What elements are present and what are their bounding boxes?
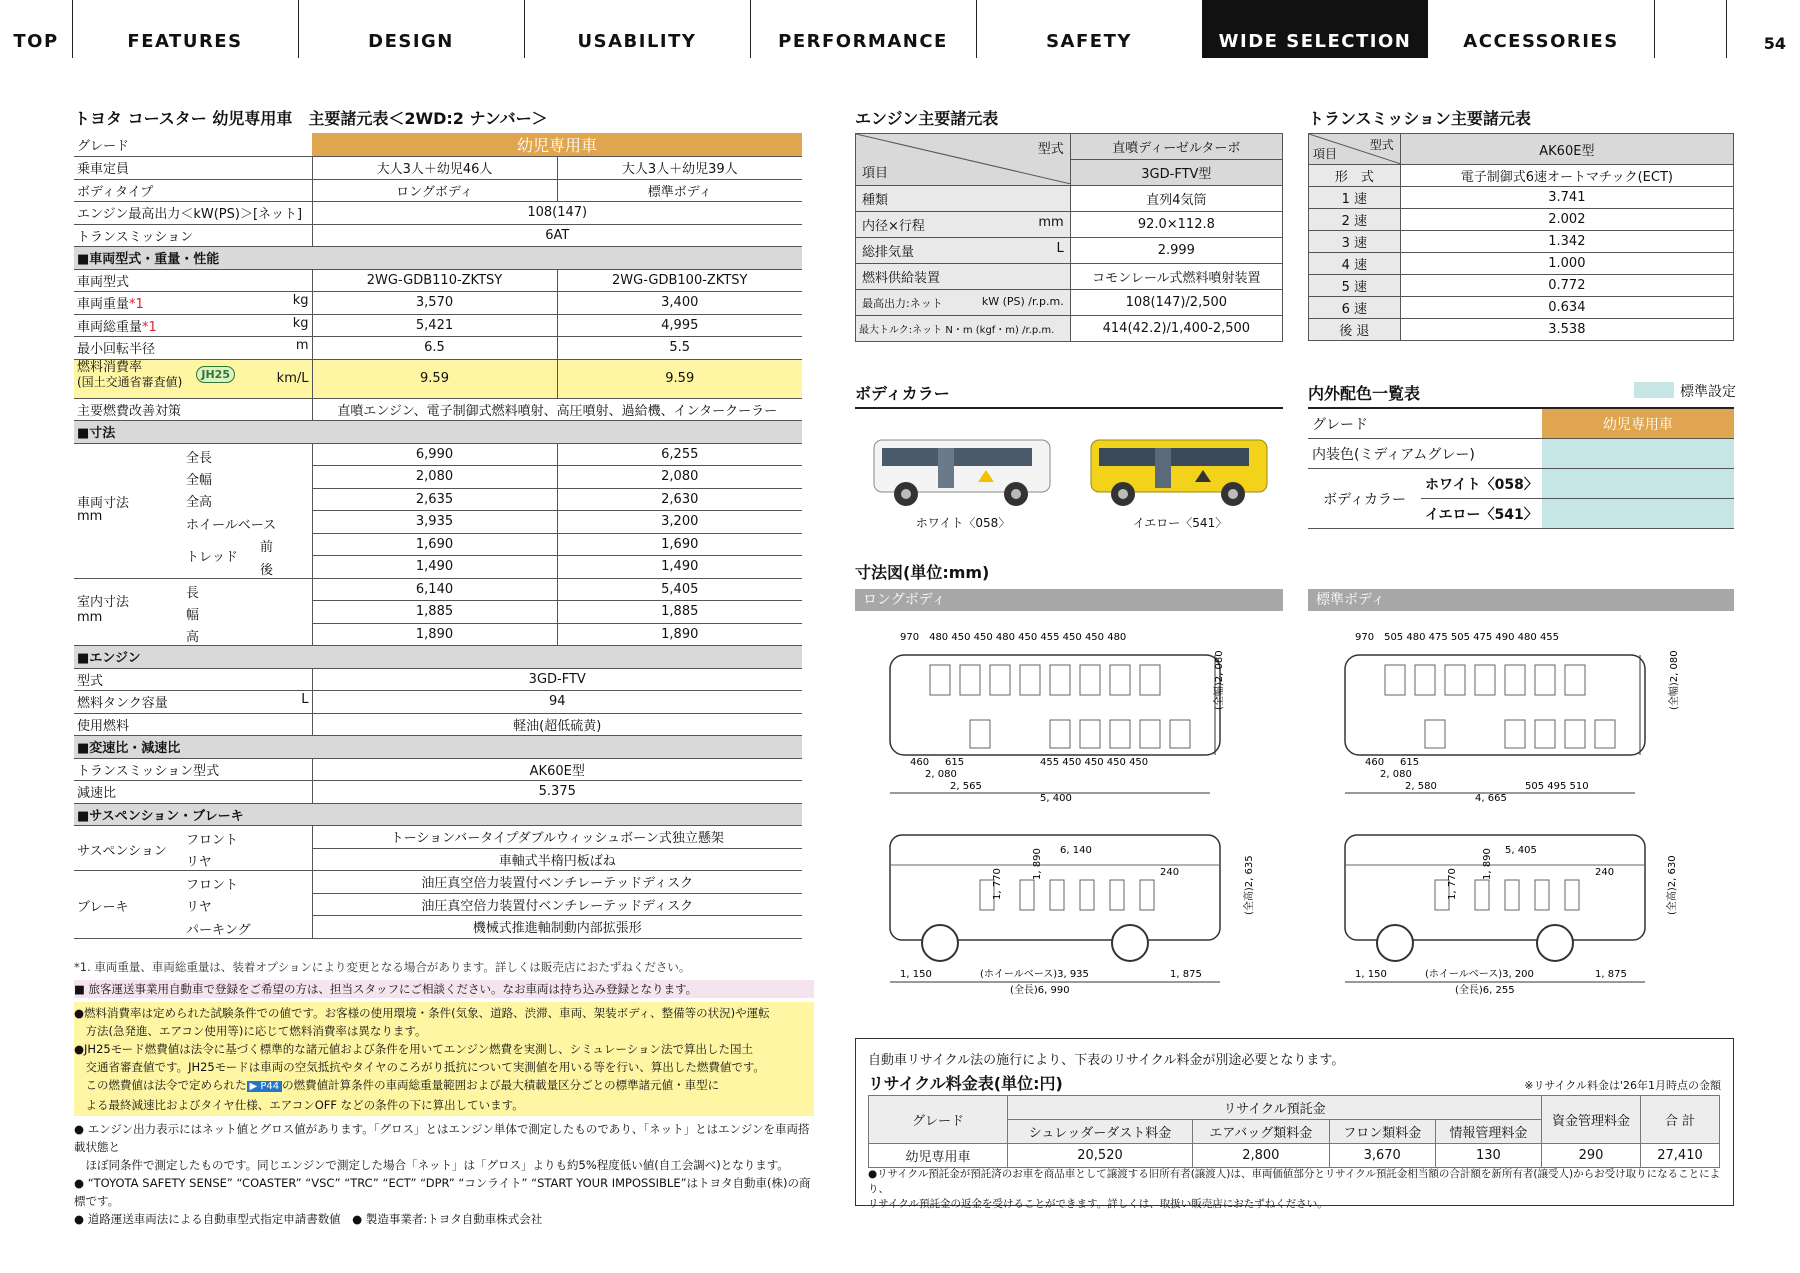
long-width: (全幅)2, 080: [1214, 650, 1225, 710]
nav-performance[interactable]: PERFORMANCE: [778, 31, 948, 52]
long-body-bar: ロングボディ: [855, 589, 1283, 611]
bodycolor-title: ボディカラー: [855, 384, 950, 403]
p44-link[interactable]: ▶ P44: [247, 1081, 283, 1092]
nav-usability[interactable]: USABILITY: [577, 31, 697, 52]
spec-table: グレード 幼児専用車 乗車定員 大人3人＋幼児46人 大人3人＋幼児39人 ボディタイプ ロングボディ 標準ボディ エンジン最高出力＜kW(PS)＞[ネット] 108(147) トランスミッション 6AT ■車両型式・重量・性能 車両型式 2WG-GDB110-ZKTSY 2WG-GDB100-ZKTSY 車両重量*1 kg 3,570 3,400 車両総重量*1 kg 5,421 4,995 最小回転半径 m 6.5 5.5 燃料消費率 (国土交通省審査値) JH25 km/L 9.59 9.59 主要燃費改善対策 直噴エンジン、電子制御式燃料噴射、高圧噴射、過給機、インタークーラー ■寸法 全長 6,990 6,255 全幅 2,080 2,080 車両寸法 全高 2,635 2,630 mm ホイールベース 3,935 3,200 トレッド 前 1,690 1,690 後 1,490 1,490 室内寸法 長 6,140 5,405 mm 幅 1,885 1,885 高 1,890 1,890 ■エンジン 型式 3GD-FTV 燃料タンク容量 L 94 使用燃料 軽油(超低硫黄) ■変速比・減速比 トランスミッション型式 AK60E型 減速比 5.375 ■サスペンション・ブレーキ フロント トーションバータイプダブルウィッシュボーン式独立懸架 サスペンション リヤ 車軸式半楕円板ばね フロント 油圧真空倍力装置付ベンチレーテッドディスク ブレーキ リヤ 油圧真空倍力装置付ベンチレーテッドディスク パーキング 機械式推進軸制動内部拡張形: [74, 133, 802, 939]
svg-text:2, 580: 2, 580: [1405, 781, 1437, 792]
std-width: (全幅)2, 080: [1669, 650, 1680, 710]
yellow-caption: イエロー〈541〉: [1132, 516, 1228, 530]
svg-text:1, 770: 1, 770: [992, 868, 1003, 900]
engine-table: 型式 項目 直噴ディーゼルターボ 3GD-FTV型 種類 直列4気筒 内径×行程 mm 92.0×112.8 総排気量 L 2.999 燃料供給装置 コモンレール式燃料噴射装置 最高出力:ネット kW (PS) /r.p.m. 108(147)/2,500 最大トルク:ネット N・m (kgf・m) /r.p.m. 414(42.2)/1,400-2,500: [855, 133, 1283, 342]
page-number: 54: [1763, 34, 1786, 53]
nav-features[interactable]: FEATURES: [127, 31, 243, 52]
color-table: グレード 幼児専用車 内装色(ミディアムグレー) ボディカラー ホワイト〈058〉 イエロー〈541〉: [1308, 407, 1734, 529]
std-body-bar: 標準ボディ: [1308, 589, 1734, 611]
svg-text:4, 665: 4, 665: [1475, 793, 1507, 804]
svg-text:460: 460: [910, 757, 930, 768]
svg-text:460: 460: [1365, 757, 1385, 768]
trans-table: 型式 項目 AK60E型 形 式 電子制御式6速オートマチック(ECT) 1 速 3.741 2 速 2.002 3 速 1.342 4 速 1.000 5 速 0.772 6 速 0.634 後 退 3.538: [1308, 133, 1734, 341]
white-bus-image: [868, 430, 1058, 512]
nav-safety[interactable]: SAFETY: [1046, 31, 1132, 52]
nav-wide-selection[interactable]: WIDE SELECTION: [1202, 0, 1428, 58]
legend-swatch: [1634, 382, 1674, 398]
svg-text:2, 080: 2, 080: [1380, 769, 1412, 780]
svg-text:1, 890: 1, 890: [1482, 848, 1493, 880]
engine-title: エンジン主要諸元表: [855, 109, 999, 128]
svg-text:(ホイールベース)3, 935: (ホイールベース)3, 935: [980, 969, 1089, 980]
notes: *1. 車両重量、車両総重量は、装着オプションにより変更となる場合があります。詳しくは販売店におたずねください。 ■ 旅客運送事業用自動車で登録をご希望の方は、担当スタッフにご相談ください。なお車両は持ち込み登録となります。 ●燃料消費率は定められた試験条件での値です。お客様の使用環境・条件(気象、道路、渋滞、車両、架装ボディ、整備等の状況)や運転 方法(急発進、エアコン使用等)に応じて燃料消費率は異なります。 ●JH25モード燃費値は法令に基づく標準的な諸元値および条件を用いてエンジン燃費を実測し、シミュレーション法で算出した国土 交通省審査値です。JH25モードは車両の空気抵抗やタイヤのころがり抵抗について実測値を用いる等を行い、算出した燃費値です。 この燃費値は法令で定められた ▶ P44 の燃費値計算条件の車両総重量範囲および最大積載量区分ごとの標準諸元値・車型に よる最終減速比およびタイヤ仕様、エアコンOFF などの条件の下に算出しています。 ● エンジン出力表示にはネット値とグロス値があります。「グロス」とはエンジン単体で測定したものであり、「ネット」とはエンジンを車両搭載状態と ほぼ同条件で測定したものです。同じエンジンで測定した場合「ネット」は「グロス」よりも約5%程度低い値(自工会調べ)となります。 ● “TOYOTA SAFETY SENSE” “COASTER” “VSC” “TRC” “ECT” “DPR” “コンライト” “START YOUR IMPOSSIBLE”はトヨタ自動車(株)の商標です。 ● 道路運送車両法による自動車型式指定申請書数値 ● 製造事業者:トヨタ自動車株式会社: [74, 958, 814, 1228]
svg-text:5, 405: 5, 405: [1505, 845, 1537, 856]
yellow-bus-image: [1085, 430, 1275, 512]
trans-title: トランスミッション主要諸元表: [1308, 109, 1531, 128]
svg-text:505 495 510: 505 495 510: [1525, 781, 1589, 792]
svg-text:(全長)6, 255: (全長)6, 255: [1455, 985, 1515, 996]
nav-design[interactable]: DESIGN: [368, 31, 454, 52]
recycle-table: グレード リサイクル預託金 資金管理料金 合 計 シュレッダーダスト料金 エアバッグ類料金 フロン類料金 情報管理料金 幼児専用車 20,520 2,800 3,670 130 290 27,410: [868, 1095, 1720, 1168]
nav-accessories[interactable]: ACCESSORIES: [1463, 31, 1619, 52]
svg-text:1, 875: 1, 875: [1170, 969, 1202, 980]
svg-text:(全高)2, 635: (全高)2, 635: [1244, 855, 1255, 915]
svg-text:1, 890: 1, 890: [1032, 848, 1043, 880]
svg-text:2, 565: 2, 565: [950, 781, 982, 792]
long-body-diagram: [870, 625, 1270, 1015]
spec-title: トヨタ コースター 幼児専用車 主要諸元表＜2WD:2 ナンバー＞: [74, 109, 548, 128]
svg-text:(ホイールベース)3, 200: (ホイールベース)3, 200: [1425, 969, 1534, 980]
nav-top[interactable]: TOP: [13, 31, 59, 52]
svg-text:1, 875: 1, 875: [1595, 969, 1627, 980]
white-caption: ホワイト〈058〉: [915, 516, 1011, 530]
svg-text:(全高)2, 630: (全高)2, 630: [1667, 855, 1678, 915]
svg-text:(全長)6, 990: (全長)6, 990: [1010, 985, 1070, 996]
jh25-badge: JH25: [196, 366, 235, 383]
svg-text:5, 400: 5, 400: [1040, 793, 1072, 804]
svg-text:240: 240: [1160, 867, 1180, 878]
svg-text:6, 140: 6, 140: [1060, 845, 1092, 856]
colortable-title: 内外配色一覧表: [1308, 384, 1421, 403]
long-top-dims: 970 480 450 450 480 450 455 450 450 480: [900, 632, 1127, 643]
std-body-diagram: [1325, 625, 1725, 1015]
svg-text:455 450 450 450 450: 455 450 450 450 450: [1040, 757, 1149, 768]
grade-header: 幼児専用車: [312, 133, 802, 157]
std-top-dims: 970 505 480 475 505 475 490 480 455: [1355, 632, 1560, 643]
svg-text:2, 080: 2, 080: [925, 769, 957, 780]
svg-text:240: 240: [1595, 867, 1615, 878]
legend-label: 標準設定: [1680, 384, 1736, 400]
svg-text:615: 615: [945, 757, 965, 768]
svg-text:1, 770: 1, 770: [1447, 868, 1458, 900]
dims-title: 寸法図(単位:mm): [855, 563, 990, 582]
svg-text:1, 150: 1, 150: [1355, 969, 1387, 980]
svg-text:615: 615: [1400, 757, 1420, 768]
svg-text:1, 150: 1, 150: [900, 969, 932, 980]
recycle-title: リサイクル料金表(単位:円): [868, 1074, 1063, 1093]
recycle-box: 自動車リサイクル法の施行により、下表のリサイクル料金が別途必要となります。 リサイクル料金表(単位:円) ※リサイクル料金は'26年1月時点の金額 グレード リサイクル預託金 資金管理料金 合 計 シュレッダーダスト料金 エアバッグ類料金 フロン類料金 情報管理料金 幼児専用車 20,520 2,800 3,670 130 290 27,410 ●リサイクル預託金が預託済のお車を商品車として譲渡する旧所有者(譲渡人)は、車両価値部分とリサイクル預託金相当額の合計額を新所有者(譲受人)からお受け取りになることにより、 リサイクル預託金の返金を受けることができます。詳しくは、取扱い販売店におたずねください。: [855, 1038, 1734, 1206]
